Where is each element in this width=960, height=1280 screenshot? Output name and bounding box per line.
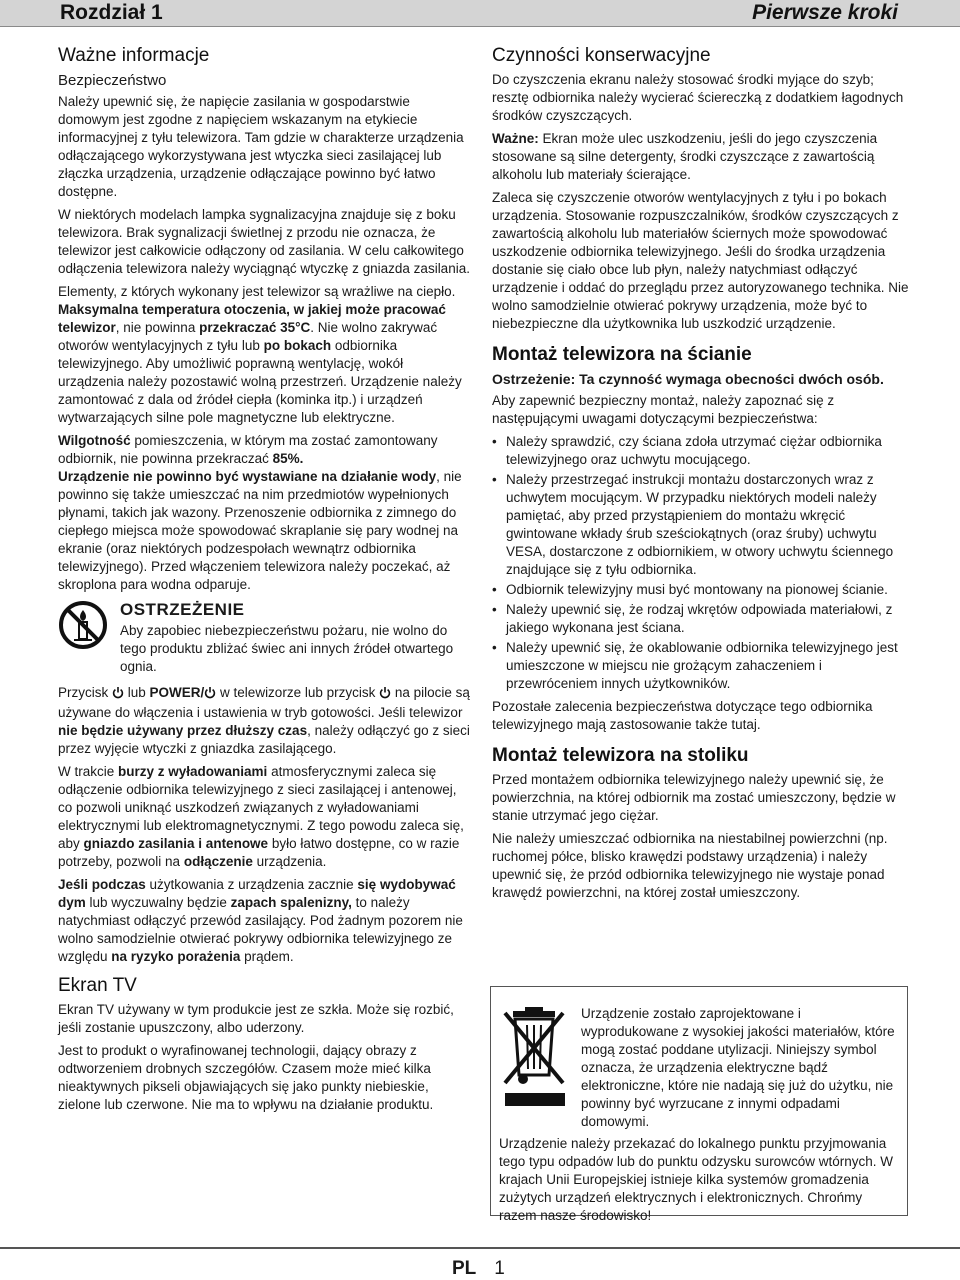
wall-mount-list: [492, 433, 910, 693]
stand-mount-title: Montaż telewizora na stoliku: [492, 745, 749, 766]
warning-title: OSTRZEŻENIE: [120, 600, 245, 619]
wall-mount-title: Montaż telewizora na ścianie: [492, 344, 752, 365]
tv-screen-paragraph-2: Jest to produkt o wyrafinowanej technologii, dający obrazy z odtworzeniem drobnych szczegółów. Czasem może mieć kilka nieaktywnych pikseli objawiających się jako punkty niebieskie, zielone lub czerwone. Nie ma to wpływu na działanie produktu.: [58, 1043, 434, 1112]
list-item: • Należy sprawdzić, czy ściana zdoła utrzymać ciężar odbiornika telewizyjnego oraz uchwytu mocującego.: [492, 434, 882, 467]
important-info-title: Ważne informacje: [58, 45, 210, 66]
warning-block: [58, 600, 470, 676]
safety-heading: Bezpieczeństwo: [58, 72, 167, 89]
power-icon: [112, 686, 124, 704]
stand-mount-paragraph-2: Nie należy umieszczać odbiornika na niestabilnej powierzchni (np. ruchomej półce, blisko krawędzi podstawy urządzenia) i należy upewnić się, że przód odbiornika telewizyjnego nie wystaje ponad krawędź powierzchni, na której został umieszczony.: [492, 831, 888, 900]
crossed-out-wheelie-bin-icon: [499, 1005, 573, 1131]
tv-screen-title: Ekran TV: [58, 975, 137, 996]
wall-mount-caution: Ostrzeżenie: Ta czynność wymaga obecności dwóch osób.: [492, 371, 884, 387]
warning-text: Aby zapobiec niebezpieczeństwu pożaru, nie wolno do tego produktu zbliżać świec ani innych źródeł otwartego ognia.: [120, 623, 454, 674]
maintenance-title: Czynności konserwacyjne: [492, 45, 711, 66]
section-label: Pierwsze kroki: [752, 1, 898, 24]
humidity-paragraph: Wilgotność pomieszczenia, w którym ma zostać zamontowany odbiornik, nie powinna przekraczać 85%. Urządzenie nie powinno być wystawiane na działanie wody, nie powinno się także umieszczać na nim przedmiotów wypełnionych płynami, takich jak wazony. Przenoszenie odbiornika z zimnego do ciepłego miejsca może spowodować skraplanie się pary wodnej na ekranie (oraz niektórych podzespołach wewnątrz odbiornika telewizyjnego). Przed włączeniem telewizora należy poczekać, aż skroplona para wodna odparuje.: [58, 433, 462, 592]
page-number: 1: [494, 1258, 505, 1279]
maintenance-paragraph-3: Zaleca się czyszczenie otworów wentylacyjnych z tyłu i po bokach urządzenia. Stosowanie rozpuszczalników, środków czyszczących z zawartością alkoholu lub materiałów ściernych może spowodować uszkodzenie odbiornika telewizyjnego. Jeśli do środka urządzenia dostanie się ciało obce lub płyn, należy natychmiast odłączyć urządzenie i oddać do przeglądu przez autoryzowanego technika. Nie wolno samodzielnie otwierać pokrywy urządzenia, może być to niebezpieczne dla użytkownika lub uszkodzić urządzenie.: [492, 190, 909, 331]
smoke-paragraph: Jeśli podczas użytkowania z urządzenia zacznie się wydobywać dym lub wyczuwalny będzie zapach spalenizny, to należy natychmiast odłączyć przewód zasilający. Pod żadnym pozorem nie wolno samodzielnie otwierać pokrywy odbiornika telewizyjnego ze względu na ryzyko porażenia prądem.: [58, 877, 463, 964]
maintenance-paragraph-1: Do czyszczenia ekranu należy stosować środki myjące do szyb; resztę odbiornika należy wycierać ściereczką z dodatkiem łagodnych środków czyszczących.: [492, 72, 904, 123]
chapter-label: Rozdział 1: [60, 1, 163, 24]
maintenance-paragraph-2: Ważne: Ekran może ulec uszkodzeniu, jeśli do jego czyszczenia stosowane są silne detergenty, środki czyszczące z zawartością alkoholu lub materiały ścierające.: [492, 131, 878, 182]
list-item: • Należy upewnić się, że okablowanie odbiornika telewizyjnego jest umieszczone w miejscu nie grożącym zahaczeniem i przewróceniem innych użytkowników.: [492, 640, 898, 691]
storm-paragraph: W trakcie burzy z wyładowaniami atmosferycznymi zaleca się odłączenie odbiornika telewizyjnego z sieci zasilającej i antenowej, co pozwoli uniknąć uszkodzeń związanych z wyładowaniami elektrycznymi lub elektromagnetycznymi. Z tego powodu zaleca się, aby gniazdo zasilania i antenowe było łatwo dostępne, co w razie potrzeby, pozwoli na odłączenie urządzenia.: [58, 764, 464, 869]
footer-divider: [0, 1247, 960, 1249]
weee-paragraph-1: Urządzenie zostało zaprojektowane i wyprodukowane z wysokiej jakości materiałów, które mogą zostać poddane utylizacji. Niniejszy symbol oznacza, że urządzenia elektryczne bądź elektroniczne, które nie nadają się już do użytku, nie powinny być wyrzucane z innymi odpadami domowymi.: [581, 1006, 895, 1129]
wall-mount-intro: Aby zapewnić bezpieczny montaż, należy zapoznać się z następującymi uwagami dotyczącymi bezpieczeństwa:: [492, 393, 835, 426]
list-item: • Należy upewnić się, że rodzaj wkrętów odpowiada materiałowi, z jakiego wykonana jest ściana.: [492, 602, 893, 635]
power-paragraph: Przycisk lub POWER/ w telewizorze lub przycisk na pilocie są używane do włączenia i ustawienia w tryb gotowości. Jeśli telewizor nie będzie używany przez dłuższy czas, należy odłączyć go z sieci przez wyjęcie wtyczki z gniazdka zasilającego.: [58, 685, 470, 756]
tv-screen-paragraph-1: Ekran TV używany w tym produkcie jest ze szkła. Może się rozbić, jeśli zostanie upuszczony, albo uderzony.: [58, 1002, 454, 1035]
safety-paragraph-2: W niektórych modelach lampka sygnalizacyjna znajduje się z boku telewizora. Brak sygnalizacji świetlnej z przodu nie oznacza, że telewizor jest całkowicie odłączony od zasilania. W celu całkowitego odłączenia telewizora należy wyciągnąć wtyczkę z gniazda zasilania.: [58, 207, 470, 276]
weee-paragraph-2: Urządzenie należy przekazać do lokalnego punktu przyjmowania tego typu odpadów lub do punktu odzysku surowców wtórnych. W krajach Unii Europejskiej istnieje kilka systemów gromadzenia zużytych urządzeń elektrycznych i elektronicznych. Chrońmy razem nasze środowisko!: [499, 1136, 893, 1223]
heat-paragraph: Elementy, z których wykonany jest telewizor są wrażliwe na ciepło. Maksymalna temperatura otoczenia, w jakiej może pracować telewizor, nie powinna przekraczać 35°C. Nie wolno zakrywać otworów wentylacyjnych z tyłu lub po bokach odbiornika telewizyjnego. Aby umożliwić poprawną wentylację, wokół urządzenia należy pozostawić wolną przestrzeń. Urządzenie należy zamontować z dala od źródeł ciepła (kominka itp.) i urządzeń wytwarzających silne pole magnetyczne lub elektryczne.: [58, 284, 462, 425]
wall-mount-outro: Pozostałe zalecenia bezpieczeństwa dotyczące tego odbiornika telewizyjnego mają zastosowanie także tutaj.: [492, 699, 873, 732]
power-icon: [379, 686, 391, 704]
language-code: PL: [452, 1258, 477, 1279]
no-open-flame-icon: [58, 600, 108, 676]
page-header: [0, 0, 960, 27]
list-item: • Należy przestrzegać instrukcji montażu dostarczonych wraz z uchwytem mocującym. W przypadku niektórych modeli należy pamiętać, aby przed przystąpieniem do montażu wkręcić gwintowane wkłady śrub sześciokątnych (oraz śruby) uchwytu VESA, dostarczone z odbiornikiem, w otwory uchwytu ściennego znajdujące się z tyłu odbiornika.: [492, 472, 894, 577]
stand-mount-paragraph-1: Przed montażem odbiornika telewizyjnego należy upewnić się, że powierzchnia, na której odbiornik ma zostać umieszczony, będzie w stanie utrzymać jego ciężar.: [492, 772, 896, 823]
weee-notice-box: [490, 986, 908, 1223]
list-item: • Odbiornik telewizyjny musi być montowany na pionowej ścianie.: [492, 582, 888, 597]
left-column: [58, 44, 470, 1119]
right-column: [492, 44, 910, 907]
safety-paragraph-1: Należy upewnić się, że napięcie zasilania w gospodarstwie domowym jest zgodne z napięciem wskazanym na etykiecie informacyjnej z tyłu telewizora. Tam gdzie w charakterze urządzenia odłączającego wykorzystywana jest wtyczka sieci zasilającej lub złączka urządzenia, urządzenie odłączające powinno być łatwo dostępne.: [58, 94, 464, 199]
power-icon: [204, 686, 216, 704]
